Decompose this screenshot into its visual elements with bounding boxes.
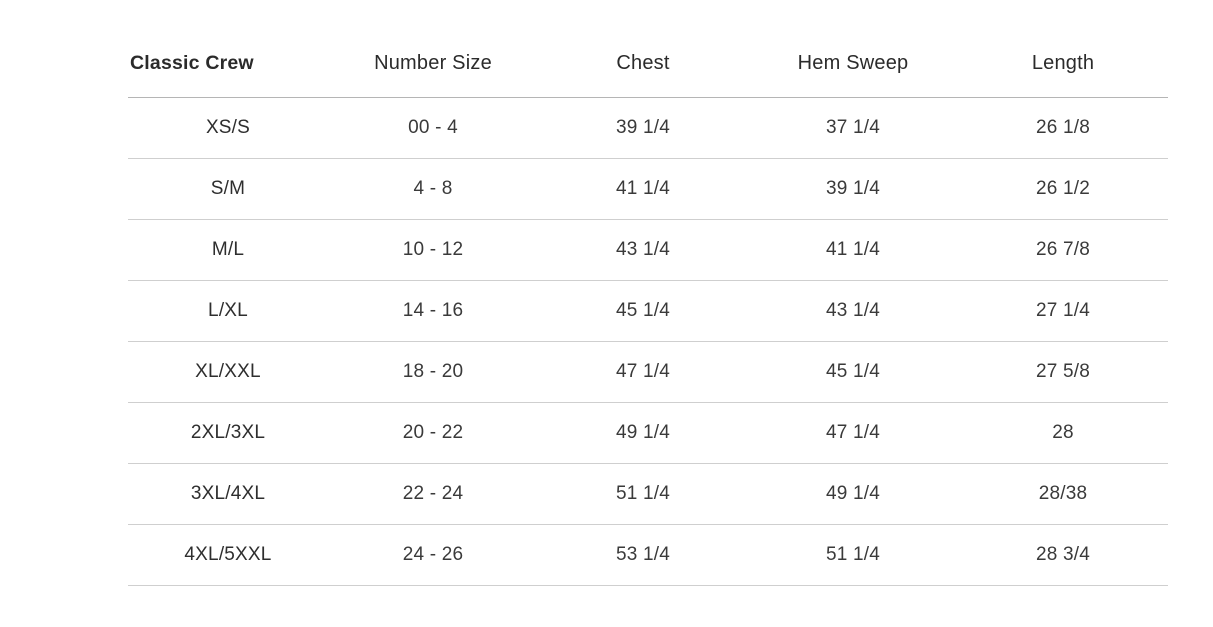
size-chart-table: [128, 52, 1168, 586]
cell-hem-sweep: 47 1/4: [748, 403, 958, 464]
cell-hem-sweep: 37 1/4: [748, 98, 958, 159]
column-header-hem-sweep: Hem Sweep: [748, 52, 958, 98]
cell-size-label: L/XL: [128, 281, 328, 342]
table-row: [128, 98, 1168, 159]
table-header: [128, 52, 1168, 98]
table-row: [128, 403, 1168, 464]
cell-number-size: 20 - 22: [328, 403, 538, 464]
cell-chest: 41 1/4: [538, 159, 748, 220]
table-body: [128, 98, 1168, 586]
column-header-classic-crew: Classic Crew: [128, 52, 328, 98]
cell-length: 26 1/2: [958, 159, 1168, 220]
cell-chest: 53 1/4: [538, 525, 748, 586]
cell-hem-sweep: 39 1/4: [748, 159, 958, 220]
cell-number-size: 10 - 12: [328, 220, 538, 281]
column-header-number-size: Number Size: [328, 52, 538, 98]
cell-number-size: 22 - 24: [328, 464, 538, 525]
cell-size-label: 2XL/3XL: [128, 403, 328, 464]
cell-number-size: 14 - 16: [328, 281, 538, 342]
column-header-chest: Chest: [538, 52, 748, 98]
cell-hem-sweep: 43 1/4: [748, 281, 958, 342]
cell-length: 28 3/4: [958, 525, 1168, 586]
table-row: [128, 281, 1168, 342]
cell-size-label: S/M: [128, 159, 328, 220]
cell-length: 27 1/4: [958, 281, 1168, 342]
cell-size-label: 4XL/5XXL: [128, 525, 328, 586]
cell-hem-sweep: 49 1/4: [748, 464, 958, 525]
cell-length: 28: [958, 403, 1168, 464]
cell-length: 27 5/8: [958, 342, 1168, 403]
cell-chest: 39 1/4: [538, 98, 748, 159]
table-row: [128, 159, 1168, 220]
cell-chest: 49 1/4: [538, 403, 748, 464]
cell-size-label: XL/XXL: [128, 342, 328, 403]
table-row: [128, 342, 1168, 403]
cell-length: 26 1/8: [958, 98, 1168, 159]
cell-hem-sweep: 41 1/4: [748, 220, 958, 281]
table-row: [128, 220, 1168, 281]
cell-number-size: 24 - 26: [328, 525, 538, 586]
cell-hem-sweep: 51 1/4: [748, 525, 958, 586]
cell-number-size: 00 - 4: [328, 98, 538, 159]
cell-chest: 45 1/4: [538, 281, 748, 342]
cell-hem-sweep: 45 1/4: [748, 342, 958, 403]
column-header-length: Length: [958, 52, 1168, 98]
cell-chest: 43 1/4: [538, 220, 748, 281]
table-row: [128, 464, 1168, 525]
table-header-row: [128, 52, 1168, 98]
cell-chest: 47 1/4: [538, 342, 748, 403]
cell-number-size: 4 - 8: [328, 159, 538, 220]
cell-size-label: M/L: [128, 220, 328, 281]
cell-number-size: 18 - 20: [328, 342, 538, 403]
cell-size-label: XS/S: [128, 98, 328, 159]
cell-length: 28/38: [958, 464, 1168, 525]
cell-length: 26 7/8: [958, 220, 1168, 281]
table-row: [128, 525, 1168, 586]
cell-size-label: 3XL/4XL: [128, 464, 328, 525]
cell-chest: 51 1/4: [538, 464, 748, 525]
